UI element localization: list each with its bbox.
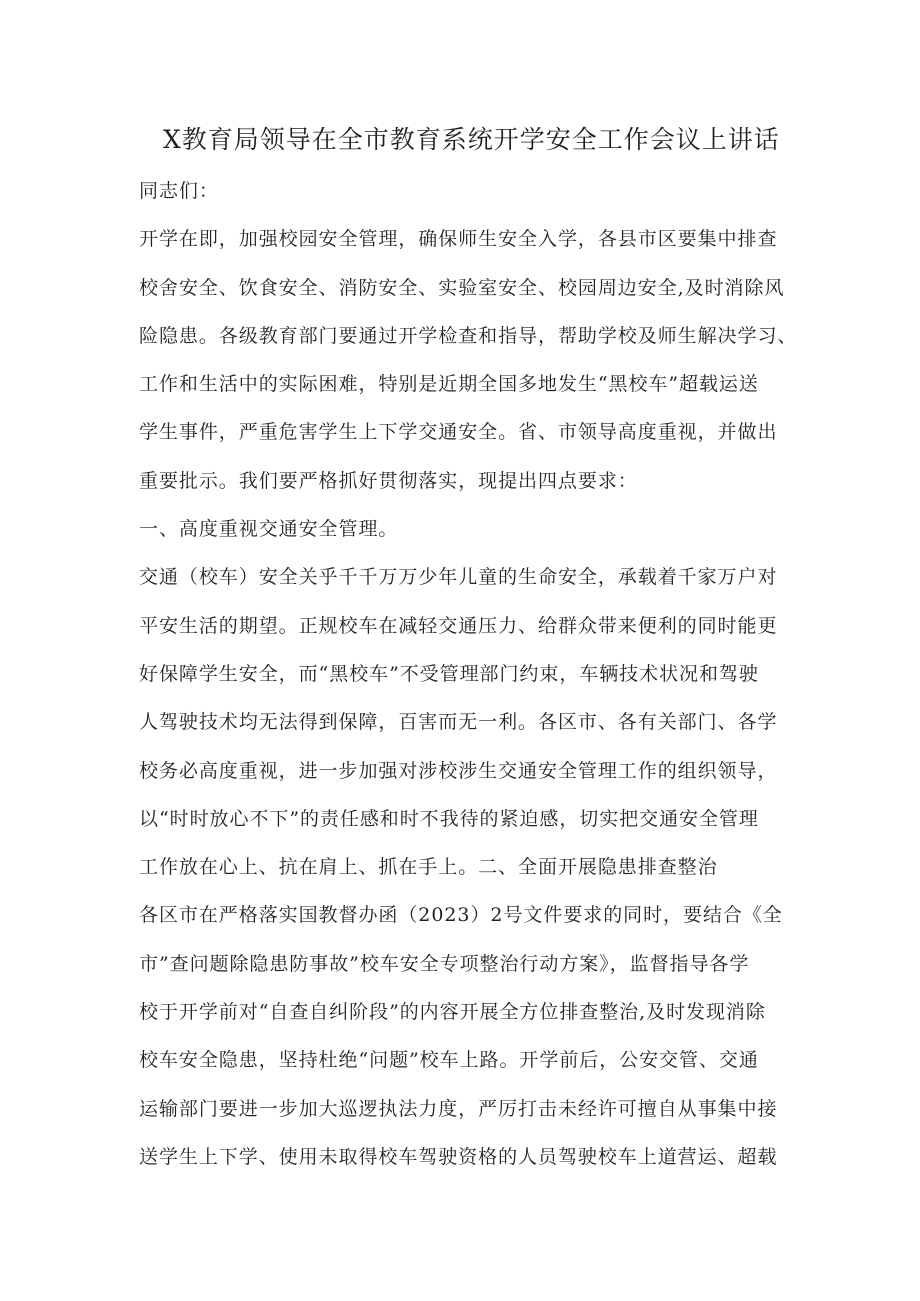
paragraph-line: 险隐患。各级教育部门要通过开学检查和指导，帮助学校及师生解决学习、 [139, 324, 798, 347]
section-heading: 一、高度重视交通安全管理。 [139, 518, 399, 541]
paragraph-line: 送学生上下学、使用未取得校车驾驶资格的人员驾驶校车上道营运、超载 [139, 1145, 778, 1168]
paragraph-line: 平安生活的期望。正规校车在减轻交通压力、给群众带来便利的同时能更 [139, 614, 778, 637]
paragraph-line: 市”查问题除隐患防事故”校车安全专项整治行动方案》，监督指导各学 [139, 952, 750, 975]
paragraph-line: 校于开学前对“自查自纠阶段”的内容开展全方位排查整治,及时发现消除 [139, 1001, 766, 1024]
paragraph-line: 学生事件，严重危害学生上下学交通安全。省、市领导高度重视，并做出 [139, 421, 778, 444]
paragraph-line: 校车安全隐患，坚持杜绝“问题”校车上路。开学前后，公安交管、交通 [139, 1049, 759, 1072]
paragraph-line: 工作和生活中的实际困难，特别是近期全国多地发生“黑校车”超载运送 [139, 373, 759, 396]
salutation: 同志们： [139, 180, 219, 202]
paragraph-line: 校务必高度重视，进一步加强对涉校涉生交通安全管理工作的组织领导， [139, 759, 778, 782]
paragraph-line: 工作放在心上、抗在肩上、抓在手上。二、全面开展隐患排查整治 [139, 856, 718, 879]
document-title: X教育局领导在全市教育系统开学安全工作会议上讲话 [163, 125, 780, 154]
paragraph-line: 重要批示。我们要严格抓好贯彻落实，现提出四点要求： [139, 469, 638, 492]
paragraph-line: 校舍安全、饮食安全、消防安全、实验室安全、校园周边安全,及时消除风 [139, 276, 785, 299]
paragraph-line: 人驾驶技术均无法得到保障，百害而无一利。各区市、各有关部门、各学 [139, 711, 778, 734]
paragraph-line: 各区市在严格落实国教督办函（2023）2号文件要求的同时，要结合《全 [139, 904, 783, 927]
document-body [139, 167, 798, 1181]
paragraph-line: 开学在即，加强校园安全管理，确保师生安全入学，各县市区要集中排查 [139, 228, 778, 251]
paragraph-line: 交通（校车）安全关乎千千万万少年儿童的生命安全，承载着千家万户对 [139, 566, 778, 589]
paragraph-line: 好保障学生安全，而“黑校车”不受管理部门约束，车辆技术状况和驾驶 [139, 662, 759, 685]
paragraph-line: 以“时时放心不下”的责任感和时不我待的紧迫感，切实把交通安全管理 [139, 807, 759, 830]
paragraph-line: 运输部门要进一步加大巡逻执法力度，严厉打击未经许可擅自从事集中接 [139, 1097, 778, 1120]
